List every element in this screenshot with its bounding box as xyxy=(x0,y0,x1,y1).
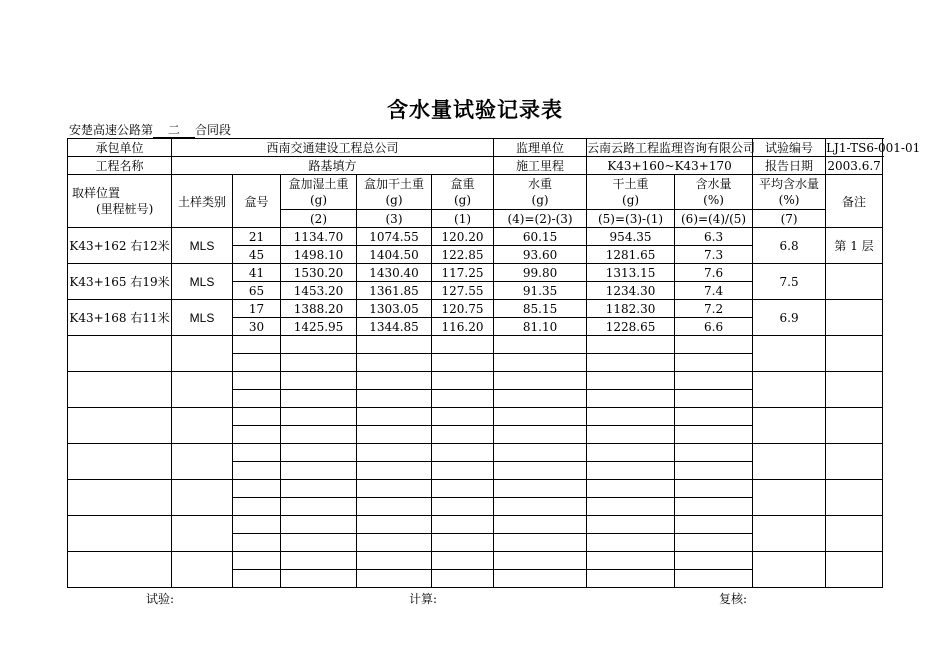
cell-box: 21 xyxy=(233,228,281,246)
empty-cell xyxy=(68,480,172,516)
empty-cell xyxy=(357,426,432,444)
empty-cell xyxy=(357,570,432,588)
cell-water: 91.35 xyxy=(494,282,587,300)
empty-cell xyxy=(281,534,357,552)
empty-cell xyxy=(68,516,172,552)
empty-row xyxy=(68,444,883,462)
cell-boxw: 116.20 xyxy=(432,318,494,336)
cell-boxw: 120.20 xyxy=(432,228,494,246)
cell-wet: 1453.20 xyxy=(281,282,357,300)
empty-cell xyxy=(432,336,494,354)
water-formula: (4)=(2)-(3) xyxy=(494,210,587,228)
record-table xyxy=(67,138,921,588)
empty-cell xyxy=(753,444,826,480)
cell-wet: 1425.95 xyxy=(281,318,357,336)
cell-boxw: 117.25 xyxy=(432,264,494,282)
test-no-label: 试验编号 xyxy=(753,139,826,157)
empty-cell xyxy=(233,336,281,354)
table-row xyxy=(68,264,883,282)
empty-cell xyxy=(432,390,494,408)
cell-drysoil: 1228.65 xyxy=(587,318,675,336)
empty-cell xyxy=(68,336,172,372)
empty-cell xyxy=(233,570,281,588)
avg-index: (7) xyxy=(753,210,826,228)
cell-drysoil: 954.35 xyxy=(587,228,675,246)
empty-cell xyxy=(587,516,675,534)
cell-box: 17 xyxy=(233,300,281,318)
cell-dry: 1074.55 xyxy=(357,228,432,246)
empty-cell xyxy=(494,498,587,516)
empty-cell xyxy=(357,534,432,552)
empty-cell xyxy=(675,498,753,516)
table-row xyxy=(68,300,883,318)
info-row-1 xyxy=(68,139,883,157)
empty-cell xyxy=(357,552,432,570)
empty-cell xyxy=(357,444,432,462)
empty-cell xyxy=(68,408,172,444)
cell-boxw: 127.55 xyxy=(432,282,494,300)
empty-cell xyxy=(172,372,233,408)
location-header xyxy=(68,175,172,228)
empty-cell xyxy=(281,390,357,408)
dry-soil-header-unit: (g) xyxy=(622,193,640,207)
header-row-1 xyxy=(68,175,883,210)
empty-cell xyxy=(675,336,753,354)
dry-index: (3) xyxy=(357,210,432,228)
empty-cell xyxy=(753,336,826,372)
empty-cell xyxy=(233,462,281,480)
soil-type: MLS xyxy=(172,300,233,336)
cell-drysoil: 1182.30 xyxy=(587,300,675,318)
empty-cell xyxy=(494,390,587,408)
table-row xyxy=(68,228,883,246)
box-weight-header-label: 盒重 xyxy=(450,177,475,191)
empty-cell xyxy=(281,372,357,390)
empty-cell xyxy=(587,552,675,570)
empty-cell xyxy=(281,498,357,516)
cell-water: 81.10 xyxy=(494,318,587,336)
cell-water: 93.60 xyxy=(494,246,587,264)
date-label: 报告日期 xyxy=(753,157,826,175)
empty-cell xyxy=(675,372,753,390)
empty-cell xyxy=(494,552,587,570)
empty-cell xyxy=(675,552,753,570)
cell-wet: 1388.20 xyxy=(281,300,357,318)
empty-cell xyxy=(233,480,281,498)
soil-type: MLS xyxy=(172,228,233,264)
cell-dry: 1303.05 xyxy=(357,300,432,318)
cell-wet: 1498.10 xyxy=(281,246,357,264)
cell-moisture: 7.3 xyxy=(675,246,753,264)
cell-moisture: 7.2 xyxy=(675,300,753,318)
empty-cell xyxy=(587,426,675,444)
empty-cell xyxy=(753,480,826,516)
empty-cell xyxy=(826,552,883,588)
mileage-value: K43+160~K43+170 xyxy=(587,157,753,175)
empty-cell xyxy=(68,372,172,408)
avg-header-label: 平均含水量 xyxy=(759,177,820,191)
project-value: 路基填方 xyxy=(172,157,494,175)
cell-boxw: 122.85 xyxy=(432,246,494,264)
empty-cell xyxy=(281,426,357,444)
empty-cell xyxy=(826,408,883,444)
remark xyxy=(826,300,883,336)
calc-signature-label: 计算: xyxy=(409,592,438,606)
average-moisture: 6.9 xyxy=(753,300,826,336)
box-no-header: 盒号 xyxy=(233,175,281,228)
contract-prefix: 安楚高速公路第 xyxy=(69,123,154,137)
cell-dry: 1344.85 xyxy=(357,318,432,336)
location-header-label: 取样位置 xyxy=(72,186,121,200)
moisture-formula: (6)=(4)/(5) xyxy=(675,210,753,228)
empty-cell xyxy=(587,444,675,462)
empty-cell xyxy=(432,552,494,570)
empty-cell xyxy=(172,480,233,516)
empty-cell xyxy=(494,570,587,588)
empty-cell xyxy=(587,372,675,390)
supervisor-value: 云南云路工程监理咨询有限公司 xyxy=(587,139,753,157)
sample-location: K43+165 右19米 xyxy=(68,264,172,300)
contract-suffix: 合同段 xyxy=(195,123,232,137)
cell-water: 85.15 xyxy=(494,300,587,318)
wet-index: (2) xyxy=(281,210,357,228)
empty-cell xyxy=(281,480,357,498)
date-value: 2003.6.7 xyxy=(827,158,881,173)
empty-cell xyxy=(675,354,753,372)
empty-cell xyxy=(233,498,281,516)
empty-cell xyxy=(587,336,675,354)
water-header xyxy=(494,175,587,210)
empty-cell xyxy=(432,570,494,588)
empty-cell xyxy=(357,336,432,354)
empty-cell xyxy=(675,534,753,552)
box-weight-header-unit: (g) xyxy=(454,193,472,207)
remark: 第 1 层 xyxy=(826,228,883,264)
empty-cell xyxy=(494,516,587,534)
test-no-value: LJ1-TS6-001-01 xyxy=(826,140,921,155)
sample-location: K43+168 右11米 xyxy=(68,300,172,336)
location-header-sub: (里程桩号) xyxy=(96,202,154,216)
empty-cell xyxy=(826,444,883,480)
empty-cell xyxy=(432,534,494,552)
empty-cell xyxy=(494,480,587,498)
empty-cell xyxy=(587,534,675,552)
empty-cell xyxy=(233,354,281,372)
empty-cell xyxy=(587,480,675,498)
empty-cell xyxy=(432,372,494,390)
wet-header-unit: (g) xyxy=(309,193,328,207)
empty-cell xyxy=(494,372,587,390)
empty-cell xyxy=(281,516,357,534)
empty-cell xyxy=(281,408,357,426)
dry-header xyxy=(357,175,432,210)
empty-cell xyxy=(753,372,826,408)
empty-cell xyxy=(172,552,233,588)
empty-cell xyxy=(357,498,432,516)
empty-cell xyxy=(233,444,281,462)
empty-cell xyxy=(172,408,233,444)
page-title: 含水量试验记录表 xyxy=(387,98,563,122)
empty-row xyxy=(68,480,883,498)
info-row-2 xyxy=(68,157,883,175)
contractor-label: 承包单位 xyxy=(68,139,172,157)
empty-cell xyxy=(675,480,753,498)
empty-cell xyxy=(281,354,357,372)
empty-cell xyxy=(826,516,883,552)
average-moisture: 7.5 xyxy=(753,264,826,300)
dry-soil-formula: (5)=(3)-(1) xyxy=(587,210,675,228)
empty-cell xyxy=(675,516,753,534)
empty-cell xyxy=(494,336,587,354)
empty-cell xyxy=(675,570,753,588)
empty-cell xyxy=(357,354,432,372)
empty-row xyxy=(68,408,883,426)
test-signature-label: 试验: xyxy=(146,592,175,606)
empty-cell xyxy=(675,444,753,462)
empty-cell xyxy=(357,480,432,498)
empty-cell xyxy=(494,354,587,372)
empty-cell xyxy=(432,408,494,426)
empty-row xyxy=(68,552,883,570)
empty-cell xyxy=(826,372,883,408)
empty-cell xyxy=(587,354,675,372)
empty-row xyxy=(68,336,883,354)
empty-cell xyxy=(281,336,357,354)
water-header-label: 水重 xyxy=(528,177,553,191)
empty-cell xyxy=(753,516,826,552)
cell-water: 99.80 xyxy=(494,264,587,282)
dry-header-label: 盒加干土重 xyxy=(363,177,424,191)
record-table-body xyxy=(68,139,921,588)
empty-cell xyxy=(494,408,587,426)
empty-cell xyxy=(432,480,494,498)
wet-header-label: 盒加湿土重 xyxy=(288,177,349,191)
supervisor-label: 监理单位 xyxy=(494,139,587,157)
box-weight-index: (1) xyxy=(432,210,494,228)
cell-moisture: 7.6 xyxy=(675,264,753,282)
dry-header-unit: (g) xyxy=(385,193,403,207)
empty-cell xyxy=(281,552,357,570)
empty-cell xyxy=(675,462,753,480)
empty-cell xyxy=(494,462,587,480)
empty-cell xyxy=(357,462,432,480)
empty-cell xyxy=(432,462,494,480)
empty-cell xyxy=(826,336,883,372)
empty-cell xyxy=(432,354,494,372)
mileage-label: 施工里程 xyxy=(494,157,587,175)
remark-header: 备注 xyxy=(826,175,883,228)
cell-dry: 1361.85 xyxy=(357,282,432,300)
cell-drysoil: 1313.15 xyxy=(587,264,675,282)
cell-box: 45 xyxy=(233,246,281,264)
moisture-header-unit: (%) xyxy=(703,193,724,207)
moisture-header xyxy=(675,175,753,210)
dry-soil-header-label: 干土重 xyxy=(612,177,649,191)
cell-moisture: 7.4 xyxy=(675,282,753,300)
empty-cell xyxy=(172,516,233,552)
cell-boxw: 120.75 xyxy=(432,300,494,318)
empty-cell xyxy=(281,570,357,588)
empty-cell xyxy=(494,444,587,462)
empty-cell xyxy=(494,534,587,552)
empty-cell xyxy=(281,444,357,462)
empty-cell xyxy=(494,426,587,444)
empty-cell xyxy=(432,498,494,516)
cell-dry: 1430.40 xyxy=(357,264,432,282)
empty-cell xyxy=(587,570,675,588)
empty-cell xyxy=(68,444,172,480)
empty-cell xyxy=(357,372,432,390)
empty-cell xyxy=(233,390,281,408)
empty-cell xyxy=(675,426,753,444)
empty-cell xyxy=(172,444,233,480)
wet-header xyxy=(281,175,357,210)
cell-wet: 1134.70 xyxy=(281,228,357,246)
empty-cell xyxy=(826,480,883,516)
empty-cell xyxy=(675,390,753,408)
cell-box: 65 xyxy=(233,282,281,300)
empty-row xyxy=(68,516,883,534)
avg-header xyxy=(753,175,826,210)
empty-cell xyxy=(357,408,432,426)
contract-number: 二 xyxy=(153,124,195,138)
soil-type-header: 土样类别 xyxy=(172,175,233,228)
empty-cell xyxy=(587,408,675,426)
empty-cell xyxy=(233,426,281,444)
empty-cell xyxy=(587,390,675,408)
cell-drysoil: 1234.30 xyxy=(587,282,675,300)
water-header-unit: (g) xyxy=(531,193,549,207)
avg-header-unit: (%) xyxy=(778,193,800,207)
empty-cell xyxy=(432,426,494,444)
contractor-value: 西南交通建设工程总公司 xyxy=(172,139,494,157)
cell-water: 60.15 xyxy=(494,228,587,246)
empty-cell xyxy=(432,516,494,534)
empty-cell xyxy=(172,336,233,372)
cell-dry: 1404.50 xyxy=(357,246,432,264)
empty-cell xyxy=(281,462,357,480)
empty-cell xyxy=(233,534,281,552)
empty-cell xyxy=(233,552,281,570)
empty-cell xyxy=(68,552,172,588)
cell-moisture: 6.6 xyxy=(675,318,753,336)
empty-cell xyxy=(233,372,281,390)
remark xyxy=(826,264,883,300)
empty-cell xyxy=(357,516,432,534)
empty-cell xyxy=(432,444,494,462)
cell-box: 41 xyxy=(233,264,281,282)
dry-soil-header xyxy=(587,175,675,210)
project-label: 工程名称 xyxy=(68,157,172,175)
empty-cell xyxy=(587,462,675,480)
soil-type: MLS xyxy=(172,264,233,300)
empty-cell xyxy=(753,408,826,444)
empty-cell xyxy=(233,408,281,426)
cell-wet: 1530.20 xyxy=(281,264,357,282)
cell-drysoil: 1281.65 xyxy=(587,246,675,264)
empty-cell xyxy=(233,516,281,534)
empty-row xyxy=(68,372,883,390)
review-signature-label: 复核: xyxy=(719,592,748,606)
cell-box: 30 xyxy=(233,318,281,336)
empty-cell xyxy=(587,498,675,516)
cell-moisture: 6.3 xyxy=(675,228,753,246)
empty-cell xyxy=(675,408,753,426)
contract-line xyxy=(69,121,231,138)
box-weight-header xyxy=(432,175,494,210)
empty-cell xyxy=(753,552,826,588)
average-moisture: 6.8 xyxy=(753,228,826,264)
empty-cell xyxy=(357,390,432,408)
sample-location: K43+162 右12米 xyxy=(68,228,172,264)
moisture-header-label: 含水量 xyxy=(695,177,732,191)
